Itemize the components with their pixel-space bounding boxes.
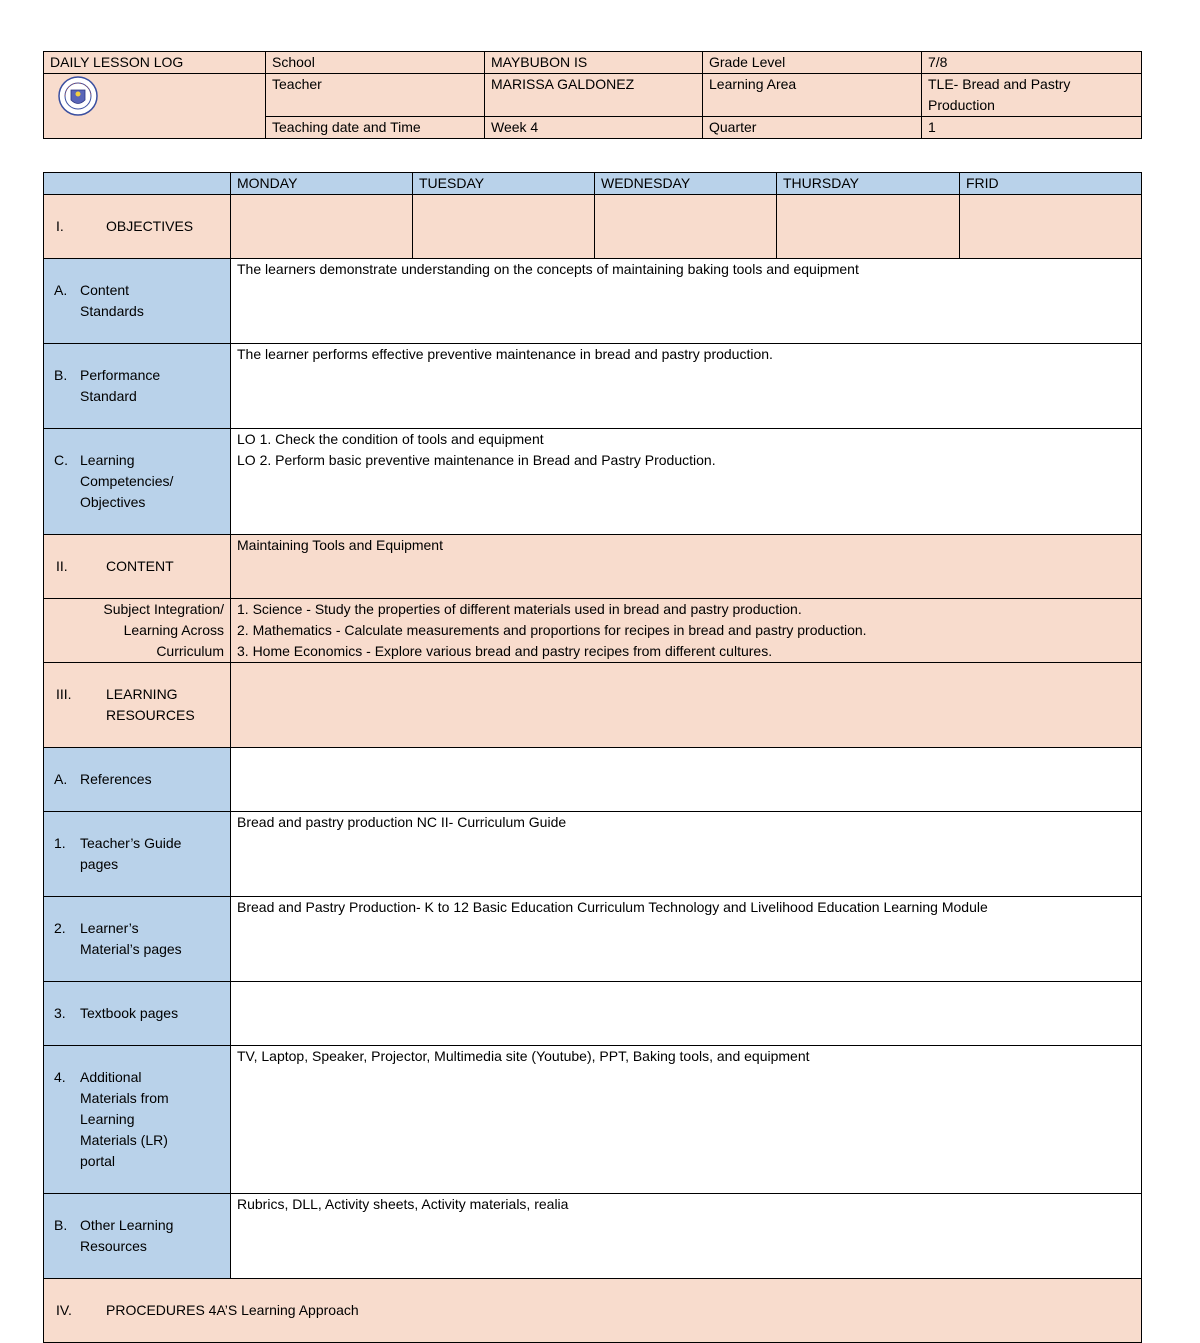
textbook-row bbox=[44, 982, 1142, 1046]
day-monday: MONDAY bbox=[231, 173, 413, 195]
item-label: Learner’s Material’s pages bbox=[80, 920, 182, 957]
resources-value bbox=[231, 663, 1142, 748]
learners-material-row bbox=[44, 897, 1142, 982]
textbook-value bbox=[231, 982, 1142, 1046]
objectives-thursday bbox=[777, 195, 960, 259]
teacher-value: MARISSA GALDONEZ bbox=[485, 74, 703, 117]
quarter-label: Quarter bbox=[703, 117, 922, 139]
objectives-row bbox=[44, 195, 1142, 259]
grade-level-label: Grade Level bbox=[703, 52, 922, 74]
textbook-label bbox=[44, 982, 231, 1046]
item-number: B. bbox=[54, 1217, 68, 1233]
section-number: IV. bbox=[56, 1302, 72, 1318]
resources-row bbox=[44, 663, 1142, 748]
item-label: References bbox=[80, 771, 152, 787]
item-label: Learning Competencies/ Objectives bbox=[80, 452, 174, 510]
content-value: Maintaining Tools and Equipment bbox=[231, 535, 1142, 599]
learning-area-value: TLE- Bread and Pastry Production bbox=[922, 74, 1142, 117]
teacher-label: Teacher bbox=[266, 74, 485, 117]
integration-label: Subject Integration/ Learning Across Curriculum bbox=[44, 599, 231, 663]
content-standards-value: The learners demonstrate understanding on the concepts of maintaining baking tools and equipment bbox=[231, 259, 1142, 344]
resources-label bbox=[44, 663, 231, 748]
days-row bbox=[44, 173, 1142, 195]
content-row bbox=[44, 535, 1142, 599]
item-label: Teacher’s Guide pages bbox=[80, 835, 182, 872]
performance-standard-value: The learner performs effective preventive maintenance in bread and pastry production. bbox=[231, 344, 1142, 429]
section-label: LEARNING RESOURCES bbox=[106, 686, 195, 723]
deped-seal-cell bbox=[44, 74, 266, 139]
item-number: 2. bbox=[54, 920, 66, 936]
section-number: I. bbox=[56, 218, 64, 234]
learners-material-label bbox=[44, 897, 231, 982]
item-number: 3. bbox=[54, 1005, 66, 1021]
additional-materials-label bbox=[44, 1046, 231, 1194]
section-label: OBJECTIVES bbox=[106, 218, 194, 234]
teachers-guide-row bbox=[44, 812, 1142, 897]
item-number: C. bbox=[54, 452, 68, 468]
teachers-guide-label bbox=[44, 812, 231, 897]
section-number: III. bbox=[56, 686, 72, 702]
content-standards-label bbox=[44, 259, 231, 344]
section-label: CONTENT bbox=[106, 558, 174, 574]
objectives-tuesday bbox=[413, 195, 595, 259]
other-resources-row bbox=[44, 1194, 1142, 1279]
item-label: Additional Materials from Learning Materials (LR) portal bbox=[80, 1069, 169, 1169]
objectives-label bbox=[44, 195, 231, 259]
deped-seal-icon bbox=[58, 76, 98, 116]
teachers-guide-value: Bread and pastry production NC II- Curriculum Guide bbox=[231, 812, 1142, 897]
item-label: Content Standards bbox=[80, 282, 144, 319]
day-wednesday: WEDNESDAY bbox=[595, 173, 777, 195]
references-label bbox=[44, 748, 231, 812]
item-label: Textbook pages bbox=[80, 1005, 179, 1021]
references-value bbox=[231, 748, 1142, 812]
teaching-date-label: Teaching date and Time bbox=[266, 117, 485, 139]
other-resources-value: Rubrics, DLL, Activity sheets, Activity materials, realia bbox=[231, 1194, 1142, 1279]
day-friday: FRID bbox=[960, 173, 1142, 195]
school-value: MAYBUBON IS bbox=[485, 52, 703, 74]
section-number: II. bbox=[56, 558, 68, 574]
lesson-table bbox=[43, 172, 1142, 1343]
day-tuesday: TUESDAY bbox=[413, 173, 595, 195]
objectives-monday bbox=[231, 195, 413, 259]
header-table bbox=[43, 51, 1142, 139]
item-number: B. bbox=[54, 367, 68, 383]
item-number: 1. bbox=[54, 835, 66, 851]
additional-materials-value: TV, Laptop, Speaker, Projector, Multimedia site (Youtube), PPT, Baking tools, and equipment bbox=[231, 1046, 1142, 1194]
competencies-row bbox=[44, 429, 1142, 535]
learners-material-value: Bread and Pastry Production- K to 12 Basic Education Curriculum Technology and Livelihood Education Learning Module bbox=[231, 897, 1142, 982]
procedures-row bbox=[44, 1279, 1142, 1343]
grade-level-value: 7/8 bbox=[922, 52, 1142, 74]
integration-value: 1. Science - Study the properties of different materials used in bread and pastry production. 2. Mathematics - Calculate measurements and proportions for recipes in bread and pastry production. 3. Home Economics - Explore various bread and pastry recipes from different cultures. bbox=[231, 599, 1142, 663]
day-thursday: THURSDAY bbox=[777, 173, 960, 195]
item-number: A. bbox=[54, 282, 68, 298]
teaching-date-value: Week 4 bbox=[485, 117, 703, 139]
item-label: Performance Standard bbox=[80, 367, 161, 404]
references-row bbox=[44, 748, 1142, 812]
additional-materials-row bbox=[44, 1046, 1142, 1194]
dll-title: DAILY LESSON LOG bbox=[44, 52, 266, 74]
corner-cell bbox=[44, 173, 231, 195]
content-label bbox=[44, 535, 231, 599]
procedures-label bbox=[44, 1279, 1142, 1343]
performance-standard-label bbox=[44, 344, 231, 429]
quarter-value: 1 bbox=[922, 117, 1142, 139]
performance-standard-row bbox=[44, 344, 1142, 429]
item-label: Other Learning Resources bbox=[80, 1217, 174, 1254]
objectives-friday bbox=[960, 195, 1142, 259]
competencies-value: LO 1. Check the condition of tools and equipment LO 2. Perform basic preventive maintenance in Bread and Pastry Production. bbox=[231, 429, 1142, 535]
other-resources-label bbox=[44, 1194, 231, 1279]
school-label: School bbox=[266, 52, 485, 74]
content-standards-row bbox=[44, 259, 1142, 344]
competencies-label bbox=[44, 429, 231, 535]
integration-row bbox=[44, 599, 1142, 663]
item-number: 4. bbox=[54, 1069, 66, 1085]
objectives-wednesday bbox=[595, 195, 777, 259]
learning-area-label: Learning Area bbox=[703, 74, 922, 117]
section-label: PROCEDURES 4A’S Learning Approach bbox=[106, 1302, 359, 1318]
item-number: A. bbox=[54, 771, 68, 787]
